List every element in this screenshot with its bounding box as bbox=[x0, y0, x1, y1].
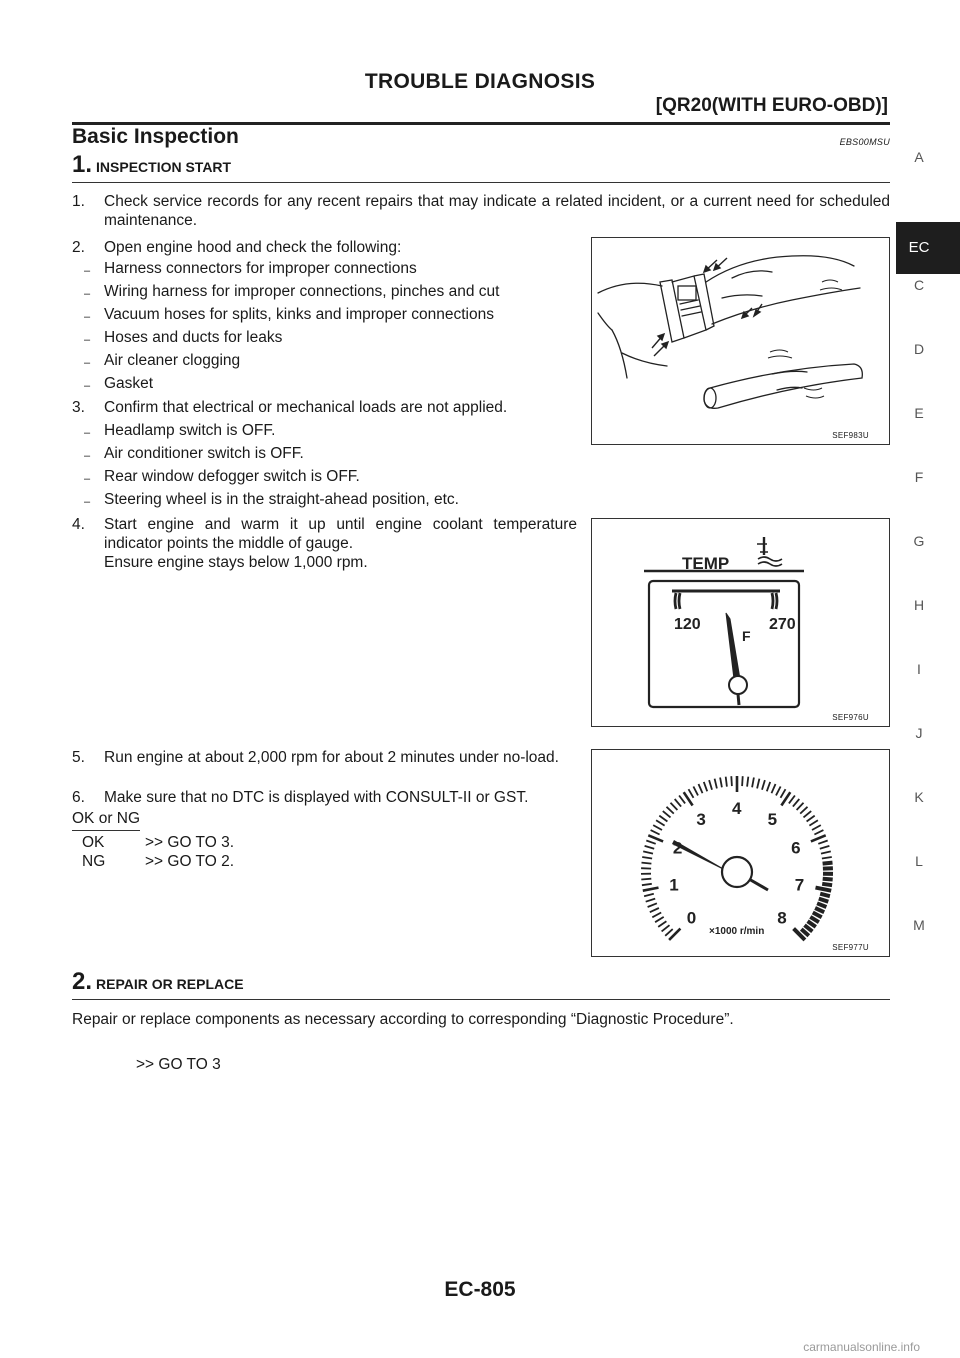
tach-tick bbox=[693, 787, 698, 796]
tach-tick bbox=[809, 820, 818, 825]
tach-tick bbox=[641, 879, 651, 880]
tach-tick bbox=[651, 830, 660, 834]
section-index-g[interactable]: G bbox=[913, 533, 925, 549]
tach-tick bbox=[659, 816, 667, 822]
section-title: Basic Inspection bbox=[72, 125, 239, 148]
tach-tick bbox=[663, 811, 671, 817]
page-header-subtitle: [QR20(WITH EURO-OBD)] bbox=[655, 95, 888, 116]
step-1-item-4 bbox=[72, 515, 577, 575]
tach-tick bbox=[645, 846, 655, 849]
tach-tick bbox=[810, 917, 819, 922]
step-1-item-1 bbox=[72, 192, 890, 232]
tach-tick bbox=[658, 921, 666, 927]
tach-number: 3 bbox=[696, 809, 706, 829]
gauge-mark-label: F bbox=[742, 628, 751, 644]
tach-tick bbox=[667, 807, 674, 814]
tach-tick bbox=[815, 908, 824, 912]
section-index-c[interactable]: C bbox=[913, 277, 925, 293]
tach-tick bbox=[820, 846, 830, 849]
gauge-title: TEMP bbox=[682, 554, 730, 573]
item-number: 1. bbox=[72, 193, 85, 210]
tach-tick bbox=[819, 899, 829, 902]
harness-connector-illustration bbox=[592, 238, 889, 444]
temp-gauge-illustration bbox=[592, 519, 889, 726]
tach-tick bbox=[808, 921, 816, 927]
tach-tick bbox=[726, 777, 727, 787]
tach-tick bbox=[642, 884, 652, 885]
tach-tick bbox=[752, 778, 754, 788]
tach-tick bbox=[644, 894, 654, 897]
figure-harness-connector bbox=[591, 237, 890, 445]
step-2-divider bbox=[72, 999, 890, 1000]
figure-caption: SEF977U bbox=[832, 943, 869, 952]
tach-tick bbox=[747, 777, 748, 787]
tach-tick bbox=[757, 779, 759, 789]
tach-tick bbox=[653, 825, 662, 830]
tach-number: 6 bbox=[791, 838, 801, 858]
tach-tick bbox=[665, 929, 673, 936]
tach-tick bbox=[642, 857, 652, 859]
tach-tick bbox=[642, 863, 652, 864]
step-1-item-3 bbox=[72, 398, 572, 418]
figure-tachometer bbox=[591, 749, 890, 957]
item-number: 2. bbox=[72, 239, 85, 256]
section-index-e[interactable]: E bbox=[914, 405, 924, 421]
item-number: 6. bbox=[72, 789, 85, 806]
tach-tick bbox=[813, 913, 822, 918]
tach-tick bbox=[689, 789, 694, 798]
figure-caption: SEF983U bbox=[832, 431, 869, 440]
tach-tick bbox=[800, 807, 807, 814]
tach-tick bbox=[742, 776, 743, 786]
tach-tick bbox=[662, 925, 670, 931]
tach-tick bbox=[817, 903, 826, 907]
section-index-a[interactable]: A bbox=[914, 149, 924, 165]
tach-tick bbox=[720, 778, 722, 788]
tach-tick bbox=[646, 899, 656, 902]
tach-tick bbox=[789, 796, 795, 804]
section-index-ec-active[interactable]: EC bbox=[896, 222, 960, 274]
tach-number: 1 bbox=[669, 875, 679, 895]
item-text: Run engine at about 2,000 rpm for about 2 minutes under no-load. bbox=[104, 749, 559, 766]
item-text: Confirm that electrical or mechanical loads are not applied. bbox=[104, 399, 508, 416]
tach-unit-label: ×1000 r/min bbox=[709, 926, 765, 937]
tachometer-illustration bbox=[592, 750, 889, 956]
gauge-high-label: 270 bbox=[769, 616, 796, 633]
tach-number: 7 bbox=[794, 875, 805, 895]
tach-tick bbox=[820, 894, 830, 897]
step-2-number: 2. bbox=[72, 968, 93, 995]
figure-temp-gauge bbox=[591, 518, 890, 727]
ok-or-ng-label: OK or NG bbox=[72, 810, 140, 831]
page-number: EC-805 bbox=[444, 1278, 516, 1301]
gauge-low-label: 120 bbox=[674, 616, 701, 633]
tach-number: 4 bbox=[732, 799, 742, 818]
item-note: Ensure engine stays below 1,000 rpm. bbox=[104, 554, 368, 571]
section-index-m[interactable]: M bbox=[913, 917, 925, 933]
item-text: Make sure that no DTC is displayed with CONSULT-II or GST. bbox=[104, 789, 529, 806]
tach-tick bbox=[814, 830, 823, 834]
item-number: 4. bbox=[72, 516, 85, 533]
step-2-text: Repair or replace components as necessary according to corresponding “Diagnostic Procedure”. bbox=[72, 1011, 734, 1028]
tach-tick bbox=[655, 917, 664, 922]
tach-tick bbox=[652, 913, 661, 918]
tach-tick bbox=[762, 780, 765, 790]
tach-tick bbox=[675, 799, 681, 807]
step-1-item-5 bbox=[72, 748, 577, 788]
step-1-label: INSPECTION START bbox=[96, 159, 232, 175]
tach-tick bbox=[704, 782, 707, 791]
tach-tick bbox=[650, 908, 659, 912]
tach-tick bbox=[656, 820, 665, 825]
tach-tick bbox=[671, 803, 678, 810]
tach-tick bbox=[646, 841, 655, 844]
step-1-divider bbox=[72, 182, 890, 183]
document-code: EBS00MSU bbox=[839, 137, 890, 147]
tach-tick bbox=[823, 863, 833, 864]
tach-tick bbox=[823, 879, 833, 880]
tach-tick bbox=[807, 816, 815, 822]
tach-tick bbox=[648, 903, 657, 907]
tach-tick bbox=[793, 799, 799, 807]
step-2-label: REPAIR OR REPLACE bbox=[96, 976, 244, 992]
figure-caption: SEF976U bbox=[832, 713, 869, 722]
tach-tick bbox=[811, 835, 826, 841]
tach-tick bbox=[797, 803, 804, 810]
tach-tick bbox=[715, 779, 717, 789]
tach-number: 5 bbox=[767, 809, 778, 829]
tach-tick bbox=[821, 851, 831, 853]
section-index-f[interactable]: F bbox=[914, 469, 924, 485]
section-index-j[interactable]: J bbox=[915, 725, 923, 741]
tach-tick bbox=[781, 789, 786, 798]
tach-tick bbox=[643, 888, 659, 891]
step-1-number: 1. bbox=[72, 151, 93, 178]
tach-tick bbox=[818, 841, 827, 844]
tach-tick bbox=[804, 811, 812, 817]
step-1-item-6 bbox=[72, 788, 577, 808]
section-index-k[interactable]: K bbox=[914, 789, 924, 805]
item-text: Start engine and warm it up until engine coolant temperature indicator points the middle of gauge. bbox=[104, 516, 577, 552]
section-index-l[interactable]: L bbox=[915, 853, 923, 869]
tach-tick bbox=[709, 780, 712, 790]
page-header-title: TROUBLE DIAGNOSIS bbox=[364, 70, 596, 93]
tach-tick bbox=[822, 857, 832, 859]
tach-number: 8 bbox=[777, 908, 787, 928]
tach-tick bbox=[767, 782, 770, 791]
tach-tick bbox=[699, 784, 703, 793]
tach-number: 2 bbox=[672, 838, 683, 858]
watermark: carmanualsonline.info bbox=[803, 1340, 920, 1354]
tach-tick bbox=[776, 787, 781, 796]
step-1-item-2 bbox=[72, 238, 572, 258]
step-2-heading bbox=[72, 968, 244, 996]
tach-tick bbox=[643, 851, 653, 853]
item-text: Check service records for any recent repairs that may indicate a related incident, or a current need for scheduled maintenance. bbox=[104, 193, 890, 229]
tach-tick bbox=[731, 776, 732, 786]
tach-number: 0 bbox=[686, 908, 697, 928]
step-2-action: >> GO TO 3 bbox=[136, 1056, 221, 1073]
tach-tick bbox=[679, 796, 685, 804]
item-number: 3. bbox=[72, 399, 85, 416]
section-index-d[interactable]: D bbox=[913, 341, 925, 357]
tach-tick bbox=[648, 835, 663, 841]
tach-tick bbox=[822, 884, 832, 885]
tach-tick bbox=[816, 888, 832, 891]
section-index-i[interactable]: I bbox=[917, 661, 921, 677]
section-index-h[interactable]: H bbox=[913, 597, 925, 613]
step-1-heading bbox=[72, 151, 231, 179]
tach-tick bbox=[812, 825, 821, 830]
item-number: 5. bbox=[72, 749, 85, 766]
item-text: Open engine hood and check the following: bbox=[104, 239, 402, 256]
tach-tick bbox=[772, 784, 776, 793]
